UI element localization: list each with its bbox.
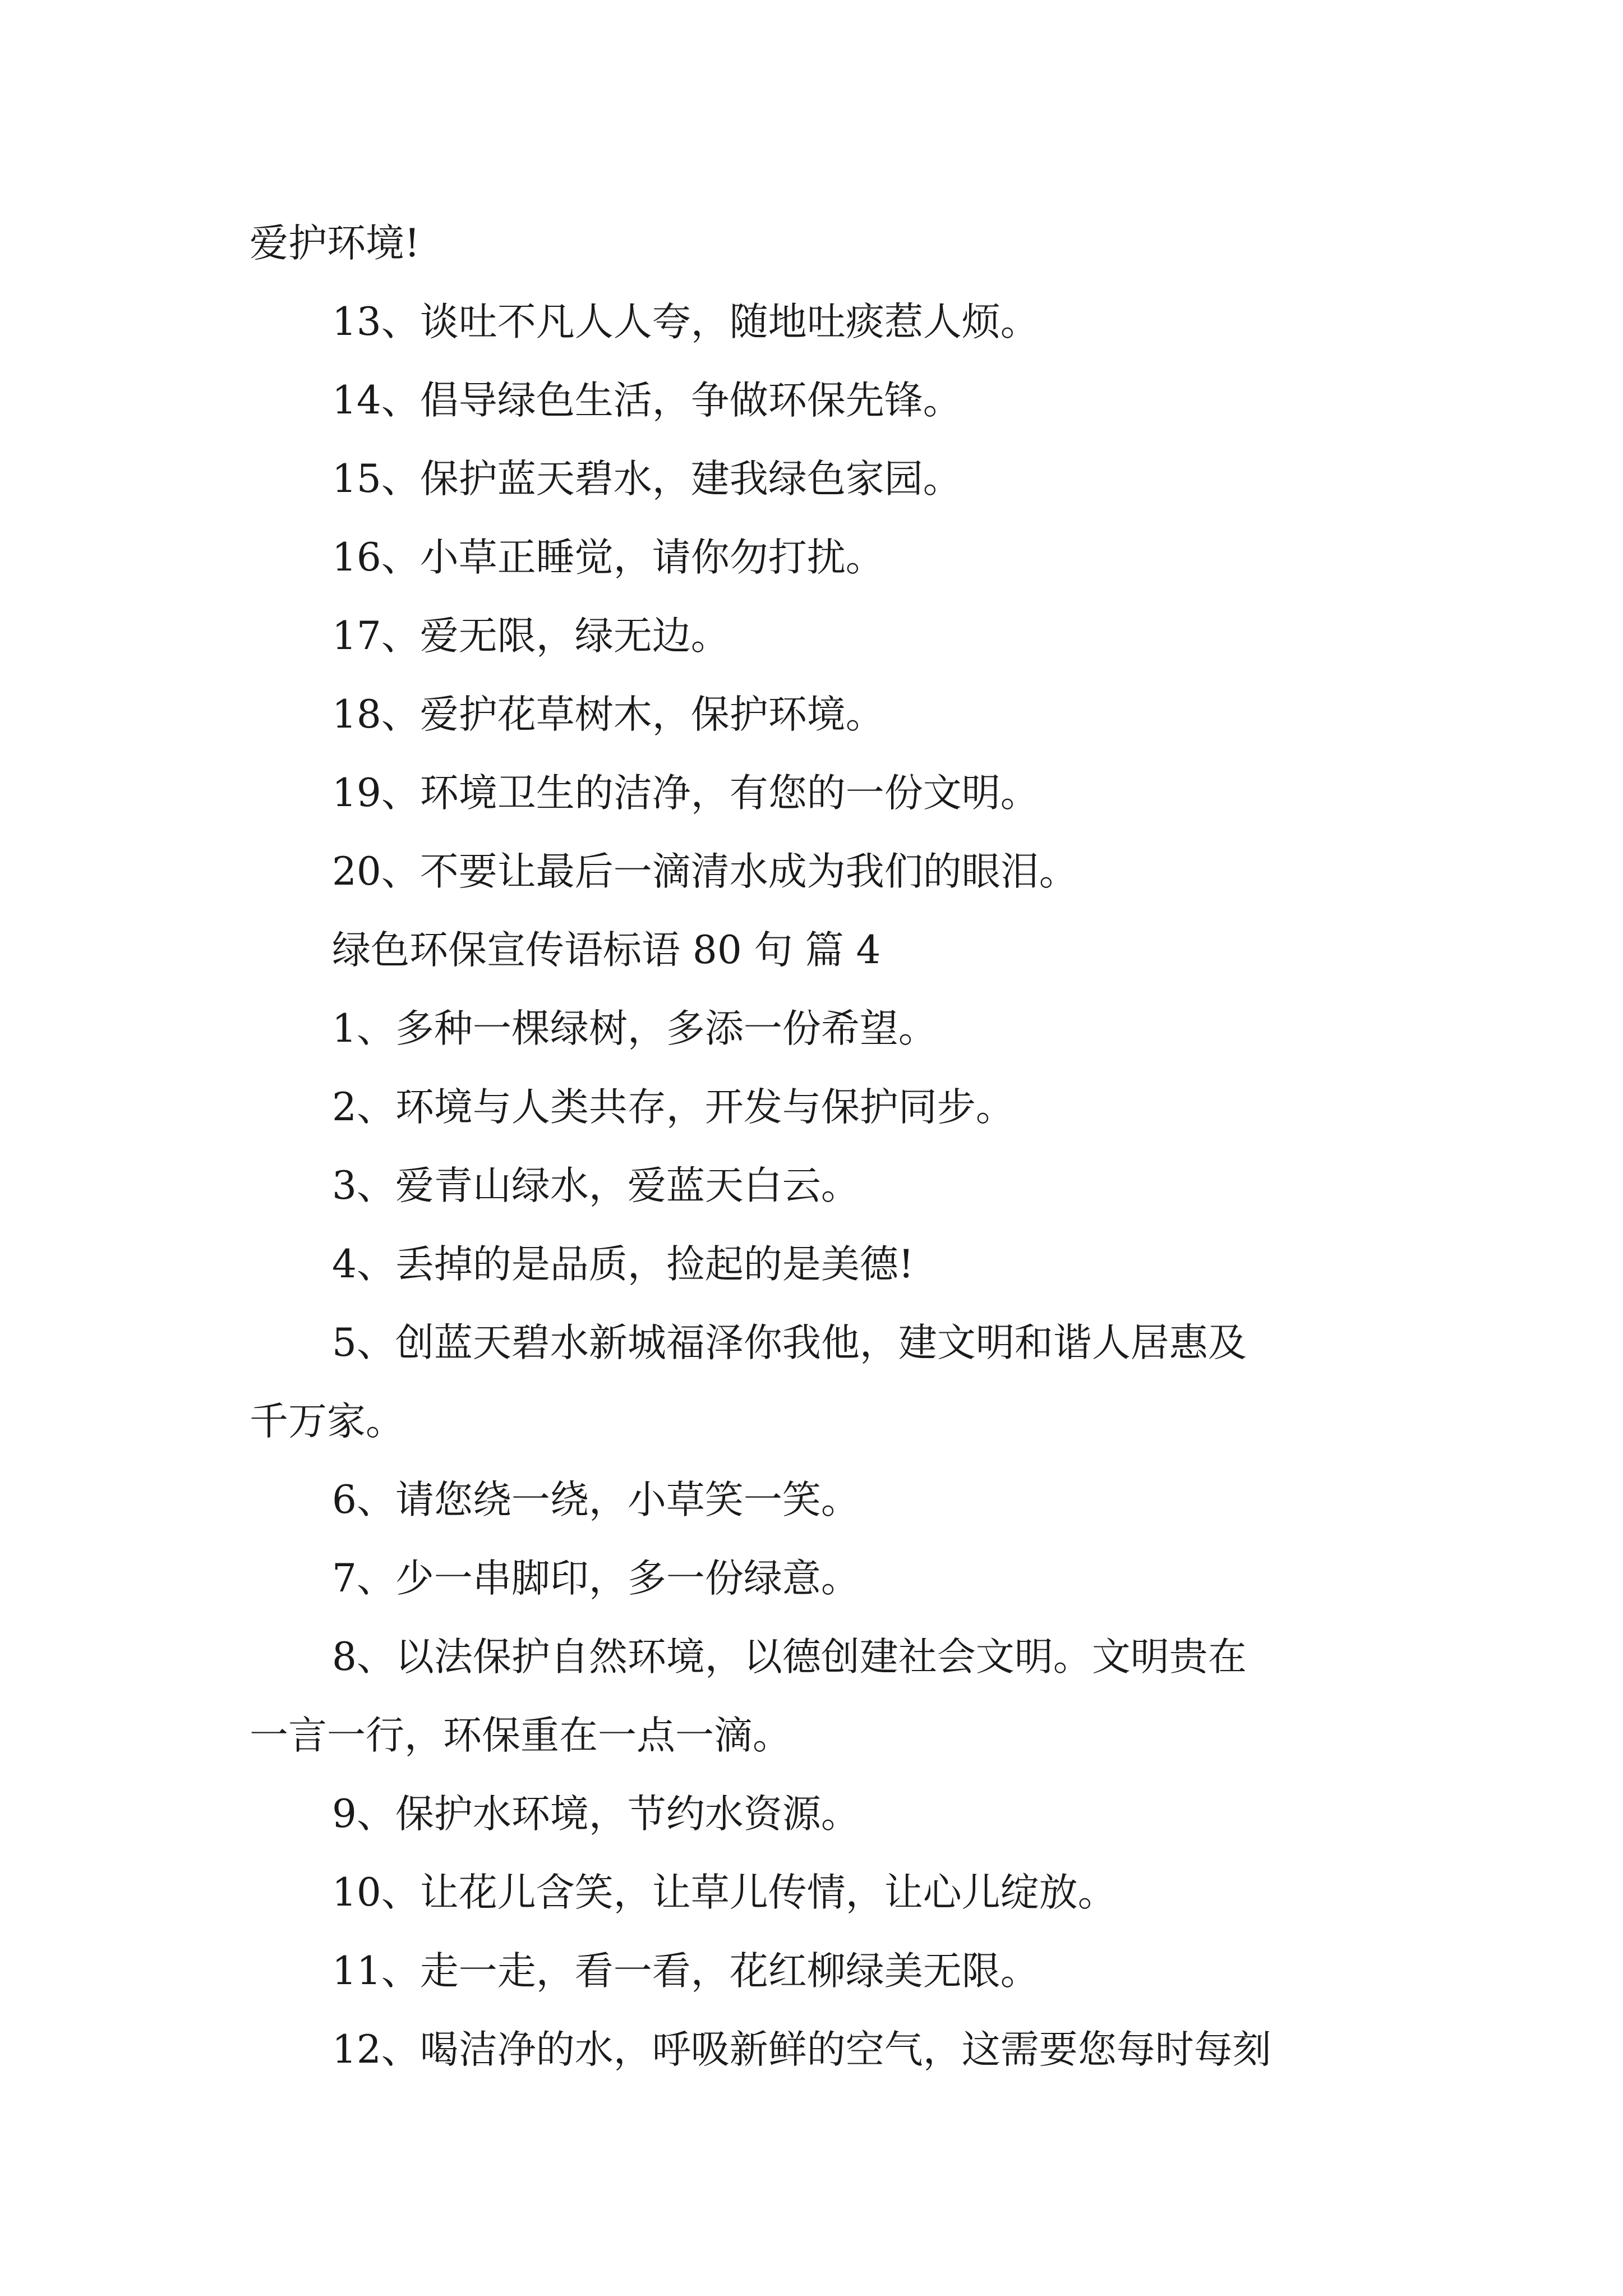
slogan-17: 17、爱无限，绿无边。 bbox=[332, 614, 730, 659]
slogan-10: 10、让花儿含笑，让草儿传情，让心儿绽放。 bbox=[332, 1870, 1117, 1915]
slogan-20: 20、不要让最后一滴清水成为我们的眼泪。 bbox=[332, 849, 1078, 894]
slogan-8: 8、以法保护自然环境，以德创建社会文明。文明贵在 bbox=[332, 1635, 1247, 1680]
slogan-3: 3、爱青山绿水，爱蓝天白云。 bbox=[332, 1163, 860, 1208]
slogan-11: 11、走一走，看一看，花红柳绿美无限。 bbox=[332, 1949, 1039, 1994]
slogan-13: 13、谈吐不凡人人夸，随地吐痰惹人烦。 bbox=[332, 300, 1039, 344]
slogan-5: 5、创蓝天碧水新城福泽你我他，建文明和谐人居惠及 bbox=[332, 1320, 1247, 1365]
slogan-1: 1、多种一棵绿树，多添一份希望。 bbox=[332, 1006, 937, 1051]
section-heading: 绿色环保宣传语标语 80 句 篇 4 bbox=[332, 928, 881, 973]
slogan-9: 9、保护水环境，节约水资源。 bbox=[332, 1792, 860, 1837]
slogan-4: 4、丢掉的是品质，捡起的是美德! bbox=[332, 1242, 914, 1287]
slogan-6: 6、请您绕一绕，小草笑一笑。 bbox=[332, 1478, 860, 1522]
slogan-5-continued: 千万家。 bbox=[250, 1399, 404, 1444]
slogan-14: 14、倡导绿色生活，争做环保先锋。 bbox=[332, 378, 962, 423]
slogan-19: 19、环境卫生的洁净，有您的一份文明。 bbox=[332, 771, 1039, 816]
slogan-2: 2、环境与人类共存，开发与保护同步。 bbox=[332, 1085, 1015, 1130]
slogan-16: 16、小草正睡觉，请你勿打扰。 bbox=[332, 535, 884, 580]
slogan-18: 18、爱护花草树木，保护环境。 bbox=[332, 692, 884, 737]
continuation-line: 爱护环境! bbox=[250, 221, 420, 266]
slogan-12: 12、喝洁净的水，呼吸新鲜的空气，这需要您每时每刻 bbox=[332, 2027, 1271, 2072]
slogan-7: 7、少一串脚印，多一份绿意。 bbox=[332, 1556, 860, 1601]
slogan-8-continued: 一言一行，环保重在一点一滴。 bbox=[250, 1713, 791, 1758]
slogan-15: 15、保护蓝天碧水，建我绿色家园。 bbox=[332, 457, 962, 501]
